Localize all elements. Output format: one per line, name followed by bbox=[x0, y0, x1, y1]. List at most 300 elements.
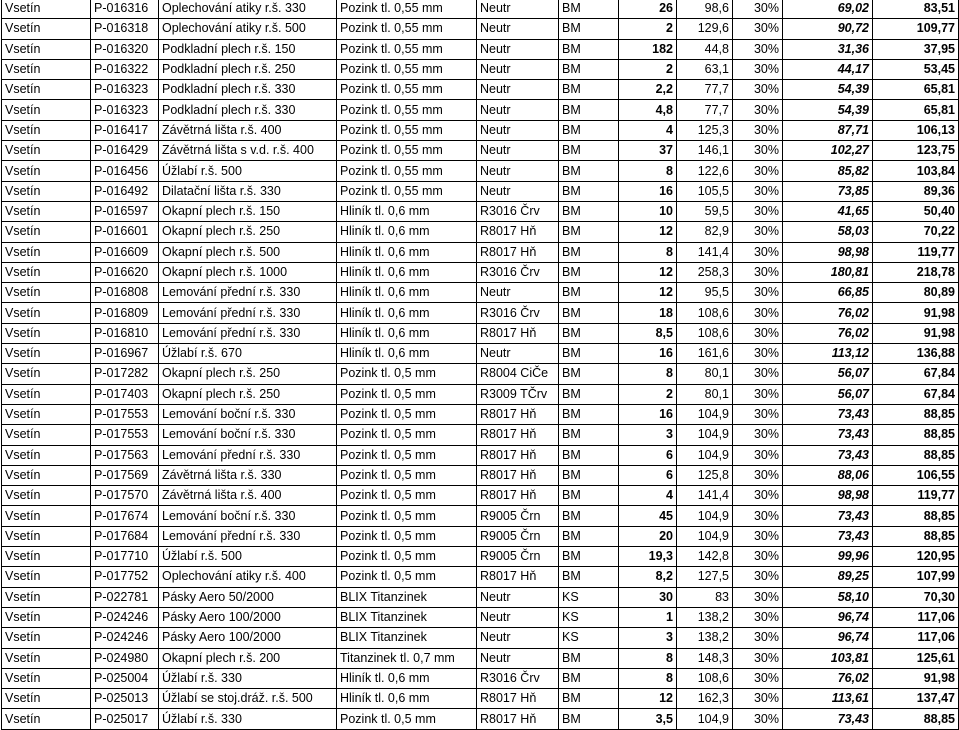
discounted-price-cell: 180,81 bbox=[783, 262, 873, 282]
discount-cell: 30% bbox=[733, 59, 783, 79]
code-cell: P-017563 bbox=[91, 445, 159, 465]
code-cell: P-024980 bbox=[91, 648, 159, 668]
city-cell: Vsetín bbox=[2, 668, 91, 688]
code-cell: P-024246 bbox=[91, 628, 159, 648]
material-cell: Hliník tl. 0,6 mm bbox=[337, 303, 477, 323]
code-cell: P-017282 bbox=[91, 364, 159, 384]
table-row bbox=[2, 709, 959, 729]
quantity-cell: 2 bbox=[619, 59, 677, 79]
city-cell: Vsetín bbox=[2, 0, 91, 19]
quantity-cell: 45 bbox=[619, 506, 677, 526]
table-row bbox=[2, 364, 959, 384]
code-cell: P-017569 bbox=[91, 465, 159, 485]
material-cell: Pozink tl. 0,55 mm bbox=[337, 0, 477, 19]
city-cell: Vsetín bbox=[2, 161, 91, 181]
discount-cell: 30% bbox=[733, 323, 783, 343]
discounted-price-cell: 88,06 bbox=[783, 465, 873, 485]
discount-cell: 30% bbox=[733, 303, 783, 323]
price-with-vat-cell: 50,40 bbox=[873, 201, 959, 221]
unit-cell: BM bbox=[559, 39, 619, 59]
city-cell: Vsetín bbox=[2, 120, 91, 140]
unit-cell: BM bbox=[559, 141, 619, 161]
discounted-price-cell: 98,98 bbox=[783, 242, 873, 262]
discount-cell: 30% bbox=[733, 628, 783, 648]
discounted-price-cell: 58,10 bbox=[783, 587, 873, 607]
unit-cell: BM bbox=[559, 303, 619, 323]
discount-cell: 30% bbox=[733, 80, 783, 100]
quantity-cell: 3 bbox=[619, 425, 677, 445]
code-cell: P-017403 bbox=[91, 384, 159, 404]
discount-cell: 30% bbox=[733, 100, 783, 120]
material-cell: Hliník tl. 0,6 mm bbox=[337, 201, 477, 221]
quantity-cell: 2 bbox=[619, 384, 677, 404]
unit-cell: BM bbox=[559, 0, 619, 19]
table-row bbox=[2, 0, 959, 19]
code-cell: P-016492 bbox=[91, 181, 159, 201]
material-cell: Hliník tl. 0,6 mm bbox=[337, 689, 477, 709]
discount-cell: 30% bbox=[733, 526, 783, 546]
price-cell: 108,6 bbox=[677, 323, 733, 343]
code-cell: P-017553 bbox=[91, 425, 159, 445]
unit-cell: BM bbox=[559, 526, 619, 546]
price-with-vat-cell: 120,95 bbox=[873, 547, 959, 567]
quantity-cell: 1 bbox=[619, 607, 677, 627]
discounted-price-cell: 41,65 bbox=[783, 201, 873, 221]
discount-cell: 30% bbox=[733, 39, 783, 59]
color-cell: R3016 Črv bbox=[477, 668, 559, 688]
product-cell: Podkladní plech r.š. 150 bbox=[159, 39, 337, 59]
price-with-vat-cell: 65,81 bbox=[873, 100, 959, 120]
quantity-cell: 12 bbox=[619, 689, 677, 709]
material-cell: Hliník tl. 0,6 mm bbox=[337, 323, 477, 343]
product-cell: Okapní plech r.š. 250 bbox=[159, 384, 337, 404]
price-with-vat-cell: 88,85 bbox=[873, 526, 959, 546]
code-cell: P-016967 bbox=[91, 344, 159, 364]
city-cell: Vsetín bbox=[2, 141, 91, 161]
quantity-cell: 30 bbox=[619, 587, 677, 607]
color-cell: R8017 Hň bbox=[477, 222, 559, 242]
price-with-vat-cell: 37,95 bbox=[873, 39, 959, 59]
discount-cell: 30% bbox=[733, 344, 783, 364]
price-with-vat-cell: 125,61 bbox=[873, 648, 959, 668]
color-cell: R8017 Hň bbox=[477, 425, 559, 445]
color-cell: R8017 Hň bbox=[477, 689, 559, 709]
table-row bbox=[2, 242, 959, 262]
color-cell: Neutr bbox=[477, 59, 559, 79]
quantity-cell: 4,8 bbox=[619, 100, 677, 120]
city-cell: Vsetín bbox=[2, 506, 91, 526]
color-cell: Neutr bbox=[477, 181, 559, 201]
discounted-price-cell: 58,03 bbox=[783, 222, 873, 242]
quantity-cell: 8,2 bbox=[619, 567, 677, 587]
color-cell: Neutr bbox=[477, 120, 559, 140]
unit-cell: KS bbox=[559, 628, 619, 648]
discount-cell: 30% bbox=[733, 465, 783, 485]
price-with-vat-cell: 80,89 bbox=[873, 283, 959, 303]
product-cell: Závětrná lišta s v.d. r.š. 400 bbox=[159, 141, 337, 161]
price-cell: 141,4 bbox=[677, 486, 733, 506]
product-cell: Úžlabí r.š. 500 bbox=[159, 547, 337, 567]
material-cell: Pozink tl. 0,5 mm bbox=[337, 526, 477, 546]
discount-cell: 30% bbox=[733, 201, 783, 221]
table-row bbox=[2, 283, 959, 303]
unit-cell: BM bbox=[559, 59, 619, 79]
price-cell: 63,1 bbox=[677, 59, 733, 79]
price-with-vat-cell: 65,81 bbox=[873, 80, 959, 100]
price-with-vat-cell: 119,77 bbox=[873, 486, 959, 506]
material-cell: Pozink tl. 0,55 mm bbox=[337, 120, 477, 140]
color-cell: Neutr bbox=[477, 628, 559, 648]
discount-cell: 30% bbox=[733, 547, 783, 567]
discount-cell: 30% bbox=[733, 262, 783, 282]
product-cell: Dilatační lišta r.š. 330 bbox=[159, 181, 337, 201]
discount-cell: 30% bbox=[733, 607, 783, 627]
unit-cell: BM bbox=[559, 465, 619, 485]
city-cell: Vsetín bbox=[2, 39, 91, 59]
color-cell: Neutr bbox=[477, 39, 559, 59]
unit-cell: BM bbox=[559, 181, 619, 201]
discounted-price-cell: 76,02 bbox=[783, 303, 873, 323]
table-row bbox=[2, 384, 959, 404]
material-cell: Hliník tl. 0,6 mm bbox=[337, 222, 477, 242]
quantity-cell: 3 bbox=[619, 628, 677, 648]
price-cell: 59,5 bbox=[677, 201, 733, 221]
unit-cell: BM bbox=[559, 222, 619, 242]
product-cell: Úžlabí r.š. 330 bbox=[159, 668, 337, 688]
table-row bbox=[2, 59, 959, 79]
discounted-price-cell: 73,85 bbox=[783, 181, 873, 201]
price-with-vat-cell: 91,98 bbox=[873, 303, 959, 323]
color-cell: R8017 Hň bbox=[477, 445, 559, 465]
color-cell: Neutr bbox=[477, 0, 559, 19]
price-with-vat-cell: 119,77 bbox=[873, 242, 959, 262]
product-cell: Okapní plech r.š. 200 bbox=[159, 648, 337, 668]
unit-cell: BM bbox=[559, 161, 619, 181]
quantity-cell: 12 bbox=[619, 262, 677, 282]
unit-cell: BM bbox=[559, 567, 619, 587]
city-cell: Vsetín bbox=[2, 222, 91, 242]
discounted-price-cell: 54,39 bbox=[783, 100, 873, 120]
price-with-vat-cell: 107,99 bbox=[873, 567, 959, 587]
product-cell: Úžlabí se stoj.dráž. r.š. 500 bbox=[159, 689, 337, 709]
code-cell: P-017570 bbox=[91, 486, 159, 506]
unit-cell: BM bbox=[559, 120, 619, 140]
quantity-cell: 16 bbox=[619, 344, 677, 364]
code-cell: P-016322 bbox=[91, 59, 159, 79]
discounted-price-cell: 66,85 bbox=[783, 283, 873, 303]
price-with-vat-cell: 106,13 bbox=[873, 120, 959, 140]
color-cell: Neutr bbox=[477, 100, 559, 120]
table-row bbox=[2, 120, 959, 140]
material-cell: Hliník tl. 0,6 mm bbox=[337, 344, 477, 364]
price-cell: 77,7 bbox=[677, 80, 733, 100]
product-cell: Okapní plech r.š. 150 bbox=[159, 201, 337, 221]
discounted-price-cell: 73,43 bbox=[783, 404, 873, 424]
product-cell: Lemování přední r.š. 330 bbox=[159, 323, 337, 343]
price-with-vat-cell: 137,47 bbox=[873, 689, 959, 709]
price-cell: 141,4 bbox=[677, 242, 733, 262]
price-with-vat-cell: 136,88 bbox=[873, 344, 959, 364]
unit-cell: BM bbox=[559, 425, 619, 445]
material-cell: Pozink tl. 0,55 mm bbox=[337, 80, 477, 100]
product-cell: Okapní plech r.š. 250 bbox=[159, 222, 337, 242]
discounted-price-cell: 90,72 bbox=[783, 19, 873, 39]
product-cell: Pásky Aero 100/2000 bbox=[159, 628, 337, 648]
price-with-vat-cell: 88,85 bbox=[873, 404, 959, 424]
price-with-vat-cell: 91,98 bbox=[873, 668, 959, 688]
discounted-price-cell: 96,74 bbox=[783, 628, 873, 648]
material-cell: Pozink tl. 0,5 mm bbox=[337, 384, 477, 404]
unit-cell: BM bbox=[559, 19, 619, 39]
discounted-price-cell: 99,96 bbox=[783, 547, 873, 567]
material-cell: Pozink tl. 0,55 mm bbox=[337, 19, 477, 39]
quantity-cell: 20 bbox=[619, 526, 677, 546]
price-with-vat-cell: 117,06 bbox=[873, 607, 959, 627]
product-cell: Lemování přední r.š. 330 bbox=[159, 445, 337, 465]
material-cell: BLIX Titanzinek bbox=[337, 607, 477, 627]
discounted-price-cell: 85,82 bbox=[783, 161, 873, 181]
table-row bbox=[2, 465, 959, 485]
table-row bbox=[2, 19, 959, 39]
table-row bbox=[2, 668, 959, 688]
city-cell: Vsetín bbox=[2, 344, 91, 364]
quantity-cell: 182 bbox=[619, 39, 677, 59]
unit-cell: BM bbox=[559, 80, 619, 100]
table-row bbox=[2, 567, 959, 587]
price-cell: 108,6 bbox=[677, 303, 733, 323]
discount-cell: 30% bbox=[733, 709, 783, 729]
table-row bbox=[2, 222, 959, 242]
material-cell: Pozink tl. 0,5 mm bbox=[337, 445, 477, 465]
code-cell: P-025017 bbox=[91, 709, 159, 729]
price-with-vat-cell: 123,75 bbox=[873, 141, 959, 161]
table-row bbox=[2, 526, 959, 546]
discount-cell: 30% bbox=[733, 384, 783, 404]
city-cell: Vsetín bbox=[2, 587, 91, 607]
code-cell: P-016609 bbox=[91, 242, 159, 262]
discount-cell: 30% bbox=[733, 222, 783, 242]
code-cell: P-016316 bbox=[91, 0, 159, 19]
discounted-price-cell: 98,98 bbox=[783, 486, 873, 506]
unit-cell: BM bbox=[559, 668, 619, 688]
code-cell: P-016320 bbox=[91, 39, 159, 59]
price-with-vat-cell: 67,84 bbox=[873, 364, 959, 384]
discount-cell: 30% bbox=[733, 364, 783, 384]
material-cell: Pozink tl. 0,55 mm bbox=[337, 181, 477, 201]
discount-cell: 30% bbox=[733, 689, 783, 709]
material-cell: Pozink tl. 0,5 mm bbox=[337, 465, 477, 485]
city-cell: Vsetín bbox=[2, 709, 91, 729]
material-cell: BLIX Titanzinek bbox=[337, 628, 477, 648]
color-cell: R3016 Črv bbox=[477, 262, 559, 282]
material-cell: Hliník tl. 0,6 mm bbox=[337, 283, 477, 303]
code-cell: P-017710 bbox=[91, 547, 159, 567]
color-cell: Neutr bbox=[477, 283, 559, 303]
product-cell: Závětrná lišta r.š. 330 bbox=[159, 465, 337, 485]
price-cell: 83 bbox=[677, 587, 733, 607]
city-cell: Vsetín bbox=[2, 283, 91, 303]
color-cell: R8017 Hň bbox=[477, 486, 559, 506]
product-cell: Úžlabí r.š. 500 bbox=[159, 161, 337, 181]
quantity-cell: 8,5 bbox=[619, 323, 677, 343]
table-row bbox=[2, 607, 959, 627]
quantity-cell: 26 bbox=[619, 0, 677, 19]
product-cell: Lemování přední r.š. 330 bbox=[159, 303, 337, 323]
color-cell: R3016 Črv bbox=[477, 201, 559, 221]
table-row bbox=[2, 547, 959, 567]
color-cell: R8017 Hň bbox=[477, 567, 559, 587]
code-cell: P-016456 bbox=[91, 161, 159, 181]
discount-cell: 30% bbox=[733, 486, 783, 506]
table-row bbox=[2, 80, 959, 100]
price-cell: 98,6 bbox=[677, 0, 733, 19]
unit-cell: BM bbox=[559, 506, 619, 526]
discounted-price-cell: 73,43 bbox=[783, 526, 873, 546]
price-with-vat-cell: 88,85 bbox=[873, 425, 959, 445]
city-cell: Vsetín bbox=[2, 242, 91, 262]
price-cell: 125,3 bbox=[677, 120, 733, 140]
unit-cell: BM bbox=[559, 709, 619, 729]
city-cell: Vsetín bbox=[2, 323, 91, 343]
code-cell: P-016601 bbox=[91, 222, 159, 242]
color-cell: Neutr bbox=[477, 648, 559, 668]
quantity-cell: 6 bbox=[619, 465, 677, 485]
price-with-vat-cell: 109,77 bbox=[873, 19, 959, 39]
price-cell: 161,6 bbox=[677, 344, 733, 364]
product-cell: Podkladní plech r.š. 330 bbox=[159, 100, 337, 120]
code-cell: P-017752 bbox=[91, 567, 159, 587]
unit-cell: BM bbox=[559, 262, 619, 282]
discounted-price-cell: 87,71 bbox=[783, 120, 873, 140]
city-cell: Vsetín bbox=[2, 425, 91, 445]
code-cell: P-017674 bbox=[91, 506, 159, 526]
material-cell: Hliník tl. 0,6 mm bbox=[337, 262, 477, 282]
product-cell: Lemování přední r.š. 330 bbox=[159, 283, 337, 303]
city-cell: Vsetín bbox=[2, 465, 91, 485]
price-cell: 104,9 bbox=[677, 404, 733, 424]
unit-cell: BM bbox=[559, 404, 619, 424]
price-table bbox=[1, 0, 959, 730]
price-cell: 80,1 bbox=[677, 364, 733, 384]
product-cell: Úžlabí r.š. 670 bbox=[159, 344, 337, 364]
price-with-vat-cell: 88,85 bbox=[873, 709, 959, 729]
color-cell: R8017 Hň bbox=[477, 404, 559, 424]
price-cell: 122,6 bbox=[677, 161, 733, 181]
color-cell: R3009 TČrv bbox=[477, 384, 559, 404]
quantity-cell: 6 bbox=[619, 445, 677, 465]
quantity-cell: 2 bbox=[619, 19, 677, 39]
code-cell: P-025013 bbox=[91, 689, 159, 709]
product-cell: Lemování boční r.š. 330 bbox=[159, 506, 337, 526]
table-row bbox=[2, 344, 959, 364]
discounted-price-cell: 113,61 bbox=[783, 689, 873, 709]
price-with-vat-cell: 67,84 bbox=[873, 384, 959, 404]
discount-cell: 30% bbox=[733, 161, 783, 181]
code-cell: P-022781 bbox=[91, 587, 159, 607]
table-row bbox=[2, 506, 959, 526]
material-cell: Hliník tl. 0,6 mm bbox=[337, 242, 477, 262]
city-cell: Vsetín bbox=[2, 526, 91, 546]
discounted-price-cell: 73,43 bbox=[783, 425, 873, 445]
city-cell: Vsetín bbox=[2, 689, 91, 709]
table-row bbox=[2, 100, 959, 120]
table-row bbox=[2, 323, 959, 343]
product-cell: Závětrná lišta r.š. 400 bbox=[159, 120, 337, 140]
discounted-price-cell: 31,36 bbox=[783, 39, 873, 59]
table-row bbox=[2, 404, 959, 424]
city-cell: Vsetín bbox=[2, 607, 91, 627]
city-cell: Vsetín bbox=[2, 384, 91, 404]
discounted-price-cell: 113,12 bbox=[783, 344, 873, 364]
table-row bbox=[2, 201, 959, 221]
color-cell: Neutr bbox=[477, 19, 559, 39]
material-cell: Pozink tl. 0,55 mm bbox=[337, 39, 477, 59]
product-cell: Oplechování atiky r.š. 500 bbox=[159, 19, 337, 39]
price-cell: 104,9 bbox=[677, 709, 733, 729]
material-cell: Titanzinek tl. 0,7 mm bbox=[337, 648, 477, 668]
quantity-cell: 16 bbox=[619, 404, 677, 424]
material-cell: Pozink tl. 0,5 mm bbox=[337, 709, 477, 729]
price-cell: 105,5 bbox=[677, 181, 733, 201]
discounted-price-cell: 56,07 bbox=[783, 384, 873, 404]
discounted-price-cell: 89,25 bbox=[783, 567, 873, 587]
city-cell: Vsetín bbox=[2, 100, 91, 120]
table-row bbox=[2, 39, 959, 59]
price-cell: 138,2 bbox=[677, 628, 733, 648]
material-cell: Pozink tl. 0,55 mm bbox=[337, 100, 477, 120]
quantity-cell: 2,2 bbox=[619, 80, 677, 100]
quantity-cell: 19,3 bbox=[619, 547, 677, 567]
discount-cell: 30% bbox=[733, 445, 783, 465]
price-cell: 258,3 bbox=[677, 262, 733, 282]
price-cell: 127,5 bbox=[677, 567, 733, 587]
table-row bbox=[2, 486, 959, 506]
discounted-price-cell: 56,07 bbox=[783, 364, 873, 384]
material-cell: Pozink tl. 0,55 mm bbox=[337, 161, 477, 181]
city-cell: Vsetín bbox=[2, 547, 91, 567]
color-cell: Neutr bbox=[477, 344, 559, 364]
quantity-cell: 37 bbox=[619, 141, 677, 161]
product-cell: Okapní plech r.š. 1000 bbox=[159, 262, 337, 282]
city-cell: Vsetín bbox=[2, 303, 91, 323]
quantity-cell: 8 bbox=[619, 648, 677, 668]
price-cell: 162,3 bbox=[677, 689, 733, 709]
color-cell: R9005 Črn bbox=[477, 506, 559, 526]
quantity-cell: 12 bbox=[619, 283, 677, 303]
discount-cell: 30% bbox=[733, 181, 783, 201]
product-cell: Podkladní plech r.š. 250 bbox=[159, 59, 337, 79]
code-cell: P-016318 bbox=[91, 19, 159, 39]
quantity-cell: 8 bbox=[619, 242, 677, 262]
price-with-vat-cell: 89,36 bbox=[873, 181, 959, 201]
product-cell: Okapní plech r.š. 250 bbox=[159, 364, 337, 384]
material-cell: Pozink tl. 0,5 mm bbox=[337, 425, 477, 445]
color-cell: R8017 Hň bbox=[477, 465, 559, 485]
material-cell: Hliník tl. 0,6 mm bbox=[337, 668, 477, 688]
price-with-vat-cell: 103,84 bbox=[873, 161, 959, 181]
discounted-price-cell: 54,39 bbox=[783, 80, 873, 100]
quantity-cell: 3,5 bbox=[619, 709, 677, 729]
color-cell: R8017 Hň bbox=[477, 709, 559, 729]
price-cell: 77,7 bbox=[677, 100, 733, 120]
city-cell: Vsetín bbox=[2, 404, 91, 424]
product-cell: Úžlabí r.š. 330 bbox=[159, 709, 337, 729]
table-row bbox=[2, 587, 959, 607]
code-cell: P-017553 bbox=[91, 404, 159, 424]
material-cell: Pozink tl. 0,55 mm bbox=[337, 59, 477, 79]
table-row bbox=[2, 262, 959, 282]
city-cell: Vsetín bbox=[2, 364, 91, 384]
